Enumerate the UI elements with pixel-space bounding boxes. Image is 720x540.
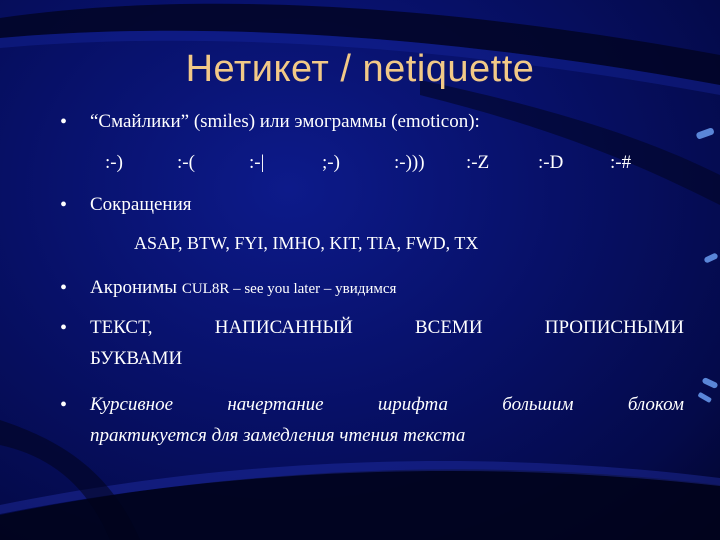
- abbreviation-list: ASAP, BTW, FYI, IMHO, KIT, TIA, FWD, TX: [134, 233, 479, 253]
- item-abbreviations: Сокращения: [90, 194, 192, 215]
- bullet-marker: •: [60, 317, 68, 339]
- acronyms-label: Акронимы: [90, 277, 178, 298]
- emoticon: :-))): [394, 152, 425, 173]
- bullet-marker: •: [60, 394, 68, 416]
- acronym-example: CUL8R – see you later – увидимся: [181, 281, 397, 297]
- emoticon: :-(: [177, 152, 195, 173]
- item-capitals-line1: ТЕКСТ, НАПИСАННЫЙ ВСЕМИ ПРОПИСНЫМИ: [90, 317, 684, 338]
- swoosh-upper-right: [420, 80, 720, 205]
- emoticon: :-|: [249, 152, 265, 173]
- item-smileys: “Смайлики” (smiles) или эмограммы (emoticon):: [90, 111, 480, 132]
- item-italics-line2: практикуется для замедления чтения текста: [90, 425, 466, 446]
- bullet-marker: •: [60, 111, 68, 133]
- emoticon: :-Z: [466, 152, 490, 173]
- page-title: Нетикет / netiquette: [185, 48, 535, 90]
- item-acronyms: [90, 272, 396, 305]
- bullet-marker: •: [60, 194, 68, 216]
- bullet-marker: •: [60, 277, 68, 299]
- emoticon: :-#: [610, 152, 632, 173]
- emoticon-row: [0, 152, 720, 178]
- emoticon: ;-): [322, 152, 340, 173]
- item-capitals-line2: БУКВАМИ: [90, 348, 183, 369]
- emoticon: :-): [105, 152, 123, 173]
- item-italics-line1: Курсивное начертание шрифта большим блоком: [90, 394, 684, 415]
- emoticon: :-D: [538, 152, 564, 173]
